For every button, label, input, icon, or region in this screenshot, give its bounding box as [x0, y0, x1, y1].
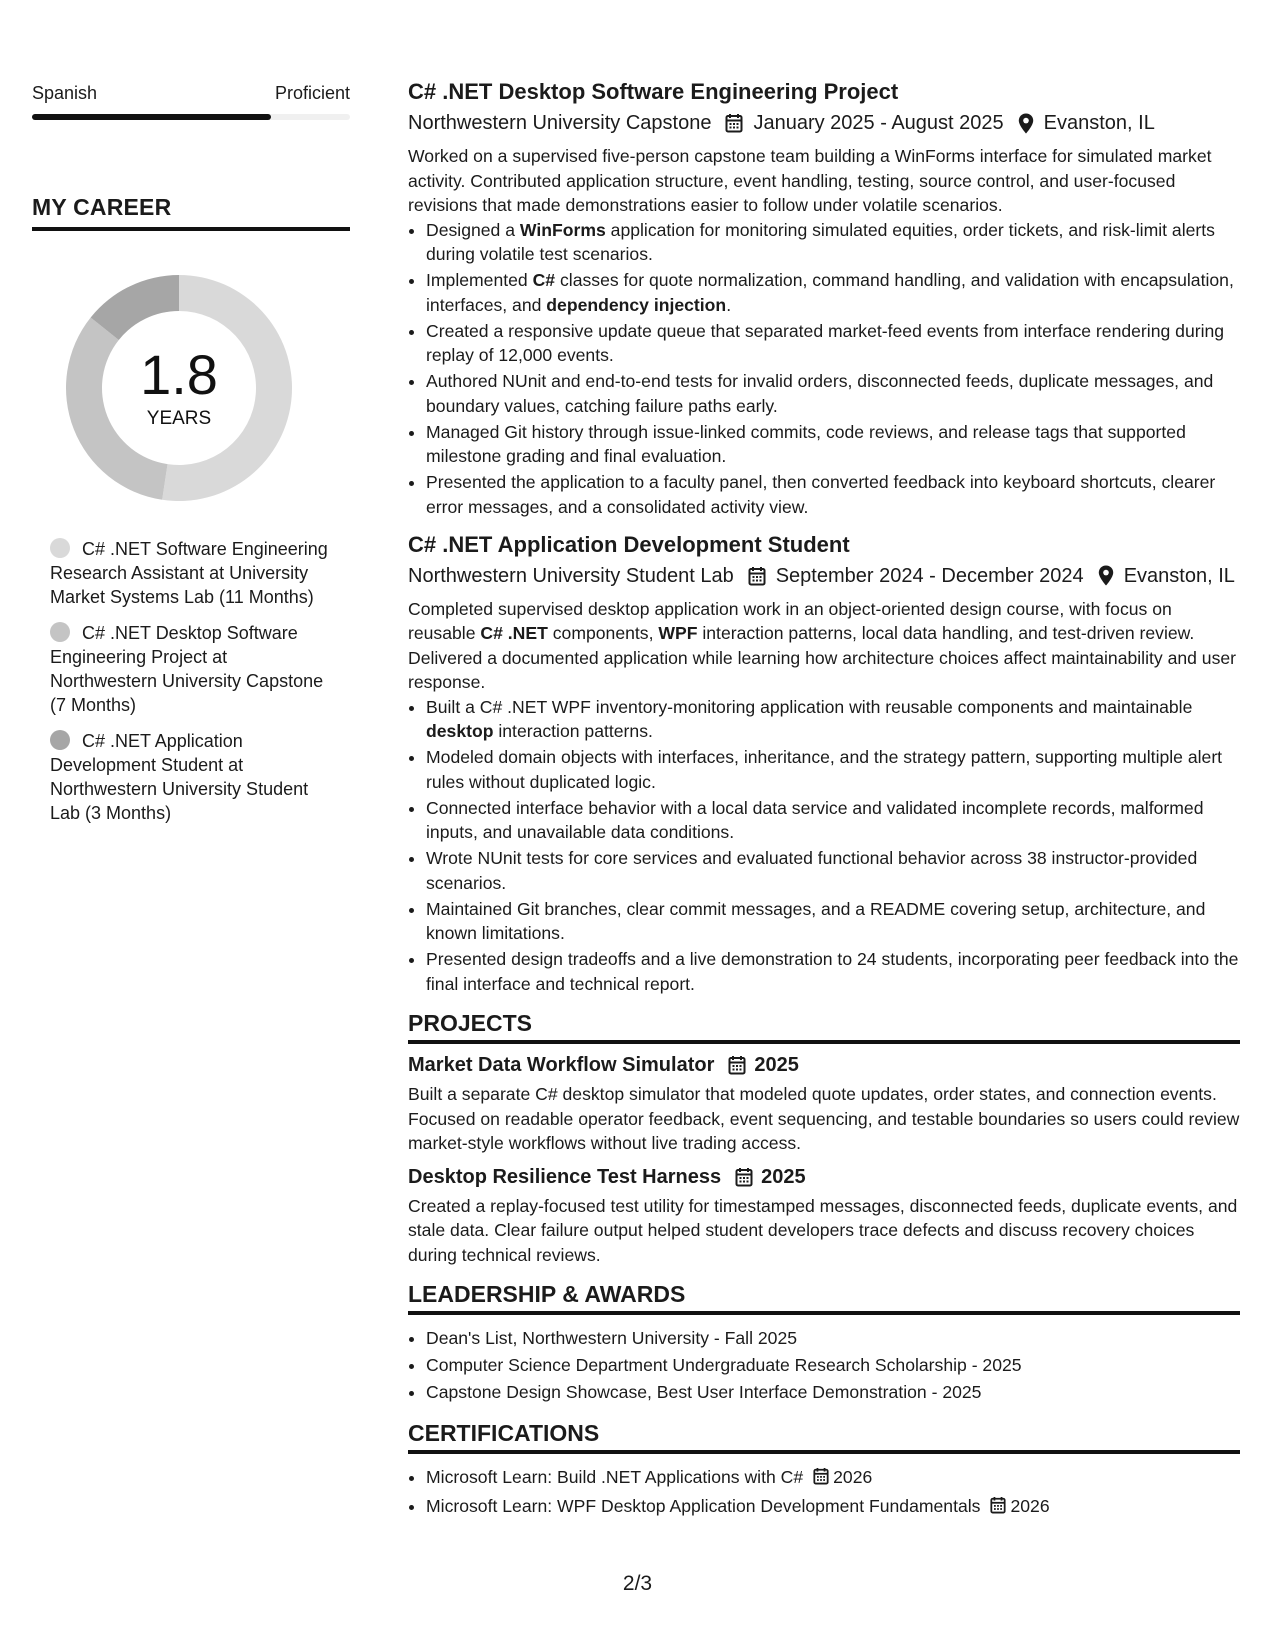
job-bullet: • Wrote NUnit tests for core services and evaluated functional behavior across 38 instructor-provided scenarios.: [426, 846, 1240, 895]
projects-heading-rule: [408, 1040, 1240, 1044]
job-bullet: • Built a C# .NET WPF inventory-monitoring application with reusable components and maintainable desktop interaction patterns.: [426, 695, 1240, 744]
job-meta: [408, 110, 1240, 136]
certification-year: 2026: [833, 1467, 873, 1487]
job-title: C# .NET Application Development Student: [408, 531, 850, 557]
job-bullet: • Presented the application to a faculty panel, then converted feedback into keyboard shortcuts, clearer error messages, and a consolidated activity view.: [426, 470, 1240, 519]
legend-label: C# .NET Software Engineering Research Assistant at University Market Systems Lab (11 Months): [50, 539, 328, 607]
job-title: C# .NET Desktop Software Engineering Project: [408, 79, 899, 104]
job-bullet: • Maintained Git branches, clear commit messages, and a README covering setup, architecture, and known limitations.: [426, 897, 1240, 946]
project-year: 2025: [754, 1054, 799, 1076]
calendar-icon: [735, 1167, 753, 1187]
award-item: • Capstone Design Showcase, Best User Interface Demonstration - 2025: [426, 1379, 1240, 1406]
project-entry: [408, 1052, 1240, 1156]
experience-entry: [408, 78, 1240, 519]
page-indicator: 2/3: [622, 1572, 653, 1595]
legend-swatch: [50, 622, 70, 642]
legend-label: C# .NET Desktop Software Engineering Project at Northwestern University Capstone (7 Months): [50, 623, 324, 715]
language-level: Proficient: [274, 83, 350, 103]
job-bullets: [408, 218, 1240, 520]
project-title: Desktop Resilience Test Harness: [408, 1165, 722, 1188]
left-column: [32, 82, 350, 837]
awards-heading-rule: [408, 1311, 1240, 1315]
award-item: • Dean's List, Northwestern University - Fall 2025: [426, 1325, 1240, 1352]
right-column: [408, 78, 1240, 1522]
map-pin-icon: [1098, 565, 1114, 586]
career-legend-item: [50, 621, 330, 717]
job-bullet: • Modeled domain objects with interfaces, inheritance, and the strategy pattern, supporting multiple alert rules without duplicated logic.: [426, 745, 1240, 794]
map-pin-icon: [1018, 113, 1034, 134]
job-organization: Northwestern University Student Lab: [408, 564, 734, 587]
job-location: Evanston, IL: [1043, 112, 1155, 134]
certification-name: Microsoft Learn: Build .NET Applications with C#: [426, 1467, 804, 1487]
job-organization: Northwestern University Capstone: [408, 112, 712, 134]
awards-heading: LEADERSHIP & AWARDS: [408, 1281, 686, 1307]
job-description: Completed supervised desktop application work in an object-oriented design course, with focus on reusable C# .NET components, WPF interaction patterns, local data handling, and test-driven review. Delivered a documented application while learning how architecture choices affect maintainability and user response.: [408, 598, 1237, 692]
certification-item: [426, 1464, 1240, 1493]
project-entry: [408, 1164, 1240, 1268]
certifications-heading: CERTIFICATIONS: [408, 1420, 600, 1446]
job-meta: [408, 563, 1240, 589]
project-year: 2025: [761, 1165, 806, 1188]
calendar-icon: [813, 1466, 829, 1493]
career-total-unit: YEARS: [146, 408, 212, 429]
career-legend-item: [50, 537, 330, 609]
language-name: Spanish: [32, 83, 98, 103]
job-bullets: [408, 695, 1240, 997]
legend-label: C# .NET Application Development Student at Northwestern University Student Lab (3 Months): [50, 731, 309, 823]
job-bullet: • Presented design tradeoffs and a live demonstration to 24 students, incorporating peer feedback into the final interface and technical report.: [426, 947, 1240, 996]
calendar-icon: [990, 1495, 1006, 1522]
job-dates: January 2025 - August 2025: [753, 112, 1004, 134]
calendar-icon: [748, 566, 766, 586]
projects-heading: PROJECTS: [408, 1010, 532, 1036]
project-description: Built a separate C# desktop simulator that modeled quote updates, order states, and connection events. Focused on readable operator feedback, event sequencing, and testable boundaries so users could review market-style workflows without live trading access.: [408, 1084, 1240, 1153]
certification-name: Microsoft Learn: WPF Desktop Application Development Fundamentals: [426, 1496, 981, 1516]
job-bullet: • Designed a WinForms application for monitoring simulated equities, order tickets, and risk-limit alerts during volatile test scenarios.: [426, 218, 1240, 267]
awards-list: [408, 1325, 1240, 1406]
career-total-years: 1.8: [140, 343, 218, 406]
career-heading-rule: [32, 227, 350, 231]
job-bullet: • Managed Git history through issue-linked commits, code reviews, and release tags that supported milestone grading and final evaluation.: [426, 420, 1240, 469]
career-legend: [32, 537, 330, 825]
job-description: Worked on a supervised five-person capstone team building a WinForms interface for simulated market activity. Contributed application structure, event handling, testing, source control, and user-focused revisions that made demonstrations easier to follow under volatile scenarios.: [408, 146, 1212, 215]
project-description: Created a replay-focused test utility for timestamped messages, disconnected feeds, duplicate events, and stale data. Clear failure output helped student developers trace defects and discuss recovery choices during technical reviews.: [408, 1195, 1238, 1265]
certifications-heading-rule: [408, 1450, 1240, 1454]
job-bullet: • Implemented C# classes for quote normalization, command handling, and validation with encapsulation, interfaces, and dependency injection.: [426, 268, 1240, 317]
certifications-list: [408, 1464, 1240, 1522]
experience-entry: [408, 531, 1240, 997]
legend-swatch: [50, 538, 70, 558]
job-location: Evanston, IL: [1123, 564, 1235, 587]
job-bullet: • Connected interface behavior with a local data service and validated incomplete records, malformed inputs, and unavailable data conditions.: [426, 796, 1240, 845]
career-donut-chart: [66, 275, 292, 501]
job-dates: September 2024 - December 2024: [775, 564, 1084, 587]
award-item: • Computer Science Department Undergraduate Research Scholarship - 2025: [426, 1352, 1240, 1379]
career-heading: MY CAREER: [32, 194, 172, 220]
certification-year: 2026: [1010, 1496, 1050, 1516]
project-title: Market Data Workflow Simulator: [408, 1054, 715, 1076]
job-bullet: • Created a responsive update queue that separated market-feed events from interface rendering during replay of 12,000 events.: [426, 319, 1240, 368]
calendar-icon: [728, 1055, 746, 1075]
legend-swatch: [50, 730, 70, 750]
career-legend-item: [50, 729, 330, 825]
certification-item: [426, 1493, 1240, 1522]
job-bullet: • Authored NUnit and end-to-end tests for invalid orders, disconnected feeds, duplicate messages, and boundary values, catching failure paths early.: [426, 369, 1240, 418]
calendar-icon: [725, 113, 743, 133]
language-proficiency-fill: [32, 114, 271, 120]
language-proficiency-bar: [32, 114, 350, 120]
language-item: [32, 82, 350, 120]
